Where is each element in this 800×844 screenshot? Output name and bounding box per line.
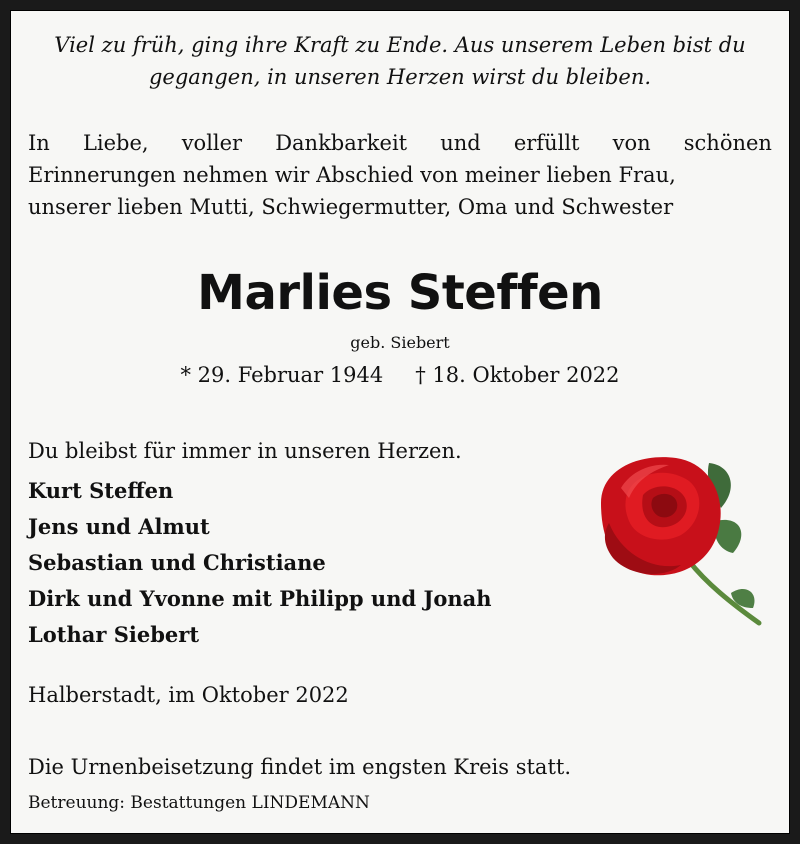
memorial-verse — [31, 29, 769, 93]
mourner-name: Lothar Siebert — [28, 622, 200, 647]
undertaker-credit: Betreuung: Bestattungen LINDEMANN — [28, 793, 370, 813]
mourner-name: Jens und Almut — [28, 514, 210, 539]
birth-date: * 29. Februar 1944 — [180, 363, 384, 387]
intro-word: und — [440, 131, 481, 155]
obituary-card — [10, 10, 790, 834]
verse-line-1: Viel zu früh, ging ihre Kraft zu Ende. Aus unserem Leben bist du — [54, 33, 746, 57]
mourner-name: Kurt Steffen — [28, 478, 174, 503]
intro-line-2: Erinnerungen nehmen wir Abschied von meiner lieben Frau, — [28, 163, 676, 187]
death-date: † 18. Oktober 2022 — [415, 363, 620, 387]
intro-word: In — [28, 131, 50, 155]
life-dates — [11, 359, 789, 391]
funeral-note: Die Urnenbeisetzung findet im engsten Kreis statt. — [28, 755, 572, 779]
intro-word: erfüllt — [513, 131, 580, 155]
place-and-date: Halberstadt, im Oktober 2022 — [28, 683, 349, 707]
intro-word: schönen — [683, 131, 772, 155]
maiden-name: geb. Siebert — [350, 333, 450, 352]
mourners-list — [28, 473, 492, 653]
intro-paragraph — [28, 127, 772, 223]
verse-line-2: gegangen, in unseren Herzen wirst du bleiben. — [148, 65, 652, 89]
intro-word: voller — [181, 131, 243, 155]
intro-word: Liebe, — [82, 131, 149, 155]
closing-line: Du bleibst für immer in unseren Herzen. — [28, 439, 462, 463]
mourner-name: Dirk und Yvonne mit Philipp und Jonah — [28, 586, 492, 611]
red-rose-icon — [581, 443, 771, 633]
intro-line-3: unserer lieben Mutti, Schwiegermutter, Oma und Schwester — [28, 195, 674, 219]
intro-line-1 — [28, 127, 772, 159]
mourner-name: Sebastian und Christiane — [28, 550, 326, 575]
intro-word: Dankbarkeit — [275, 131, 408, 155]
intro-word: von — [612, 131, 651, 155]
deceased-name: Marlies Steffen — [197, 265, 603, 321]
